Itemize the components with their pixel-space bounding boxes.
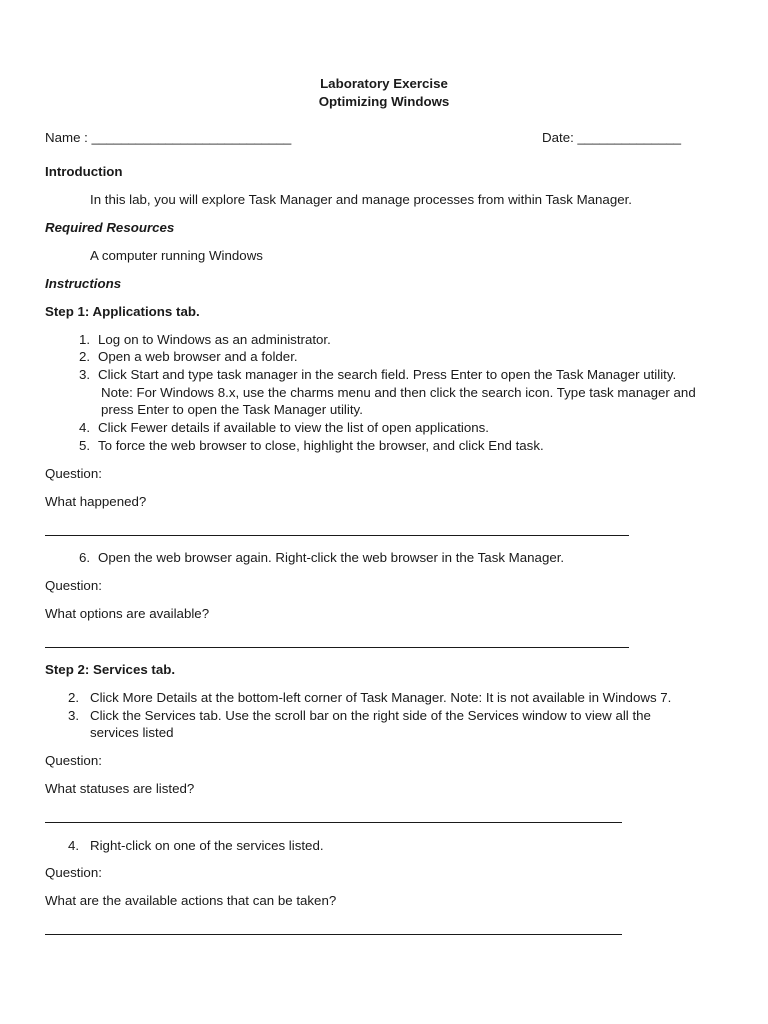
list-number: 4.: [79, 420, 91, 435]
question-label: Question:: [45, 865, 102, 880]
date-field: [542, 129, 681, 146]
list-text: Open a web browser and a folder.: [98, 349, 298, 364]
name-blank: ___________________________: [91, 130, 292, 145]
list-text-continued: services listed: [90, 725, 174, 740]
list-number: 2.: [68, 690, 80, 705]
question-text: What happened?: [45, 494, 147, 509]
list-number: 3.: [68, 708, 80, 723]
list-text: Log on to Windows as an administrator.: [98, 332, 331, 347]
date-blank: ______________: [577, 130, 682, 145]
question-label: Question:: [45, 578, 102, 593]
list-text-continued: press Enter to open the Task Manager utility.: [101, 402, 363, 417]
list-number: 6.: [79, 550, 91, 565]
list-item: [79, 331, 331, 348]
step1-heading: Step 1: Applications tab.: [45, 304, 200, 319]
list-item: [79, 366, 676, 383]
name-label: Name :: [45, 130, 92, 145]
document-subtitle: Optimizing Windows: [318, 94, 450, 109]
list-item: [79, 437, 544, 454]
list-text: Click Start and type task manager in the search field. Press Enter to open the Task Manager utility.: [98, 367, 677, 382]
step2-heading: Step 2: Services tab.: [45, 662, 176, 677]
list-text: Click Fewer details if available to view the list of open applications.: [98, 420, 489, 435]
list-number: 2.: [79, 349, 91, 364]
document-title: Laboratory Exercise: [320, 76, 448, 91]
list-text: To force the web browser to close, highlight the browser, and click End task.: [98, 438, 544, 453]
date-label: Date:: [542, 130, 578, 145]
list-number: 3.: [79, 367, 91, 382]
list-text: Open the web browser again. Right-click the web browser in the Task Manager.: [98, 550, 565, 565]
list-number: 5.: [79, 438, 91, 453]
instructions-heading: Instructions: [45, 276, 122, 291]
list-item: [79, 419, 489, 436]
answer-line[interactable]: [45, 822, 622, 823]
list-text-continued: Note: For Windows 8.x, use the charms menu and then click the search icon. Type task manager and: [101, 385, 696, 400]
answer-line[interactable]: [45, 934, 622, 935]
resources-heading: Required Resources: [45, 220, 175, 235]
list-text: Click More Details at the bottom-left corner of Task Manager. Note: It is not available in Windows 7.: [90, 690, 672, 705]
list-item: [79, 549, 564, 566]
question-text: What options are available?: [45, 606, 210, 621]
list-item: [68, 837, 324, 854]
question-text: What are the available actions that can be taken?: [45, 893, 337, 908]
answer-line[interactable]: [45, 647, 629, 648]
name-field: [45, 129, 291, 146]
introduction-heading: Introduction: [45, 164, 123, 179]
question-label: Question:: [45, 466, 102, 481]
list-text: Click the Services tab. Use the scroll bar on the right side of the Services window to view all the: [90, 708, 651, 723]
list-text: Right-click on one of the services listed.: [90, 838, 324, 853]
resources-text: A computer running Windows: [90, 248, 263, 263]
question-label: Question:: [45, 753, 102, 768]
question-text: What statuses are listed?: [45, 781, 195, 796]
list-number: 4.: [68, 838, 80, 853]
list-number: 1.: [79, 332, 91, 347]
introduction-text: In this lab, you will explore Task Manager and manage processes from within Task Manager.: [90, 192, 633, 207]
answer-line[interactable]: [45, 535, 629, 536]
list-item: [68, 707, 651, 724]
list-item: [68, 689, 671, 706]
list-item: [79, 348, 298, 365]
